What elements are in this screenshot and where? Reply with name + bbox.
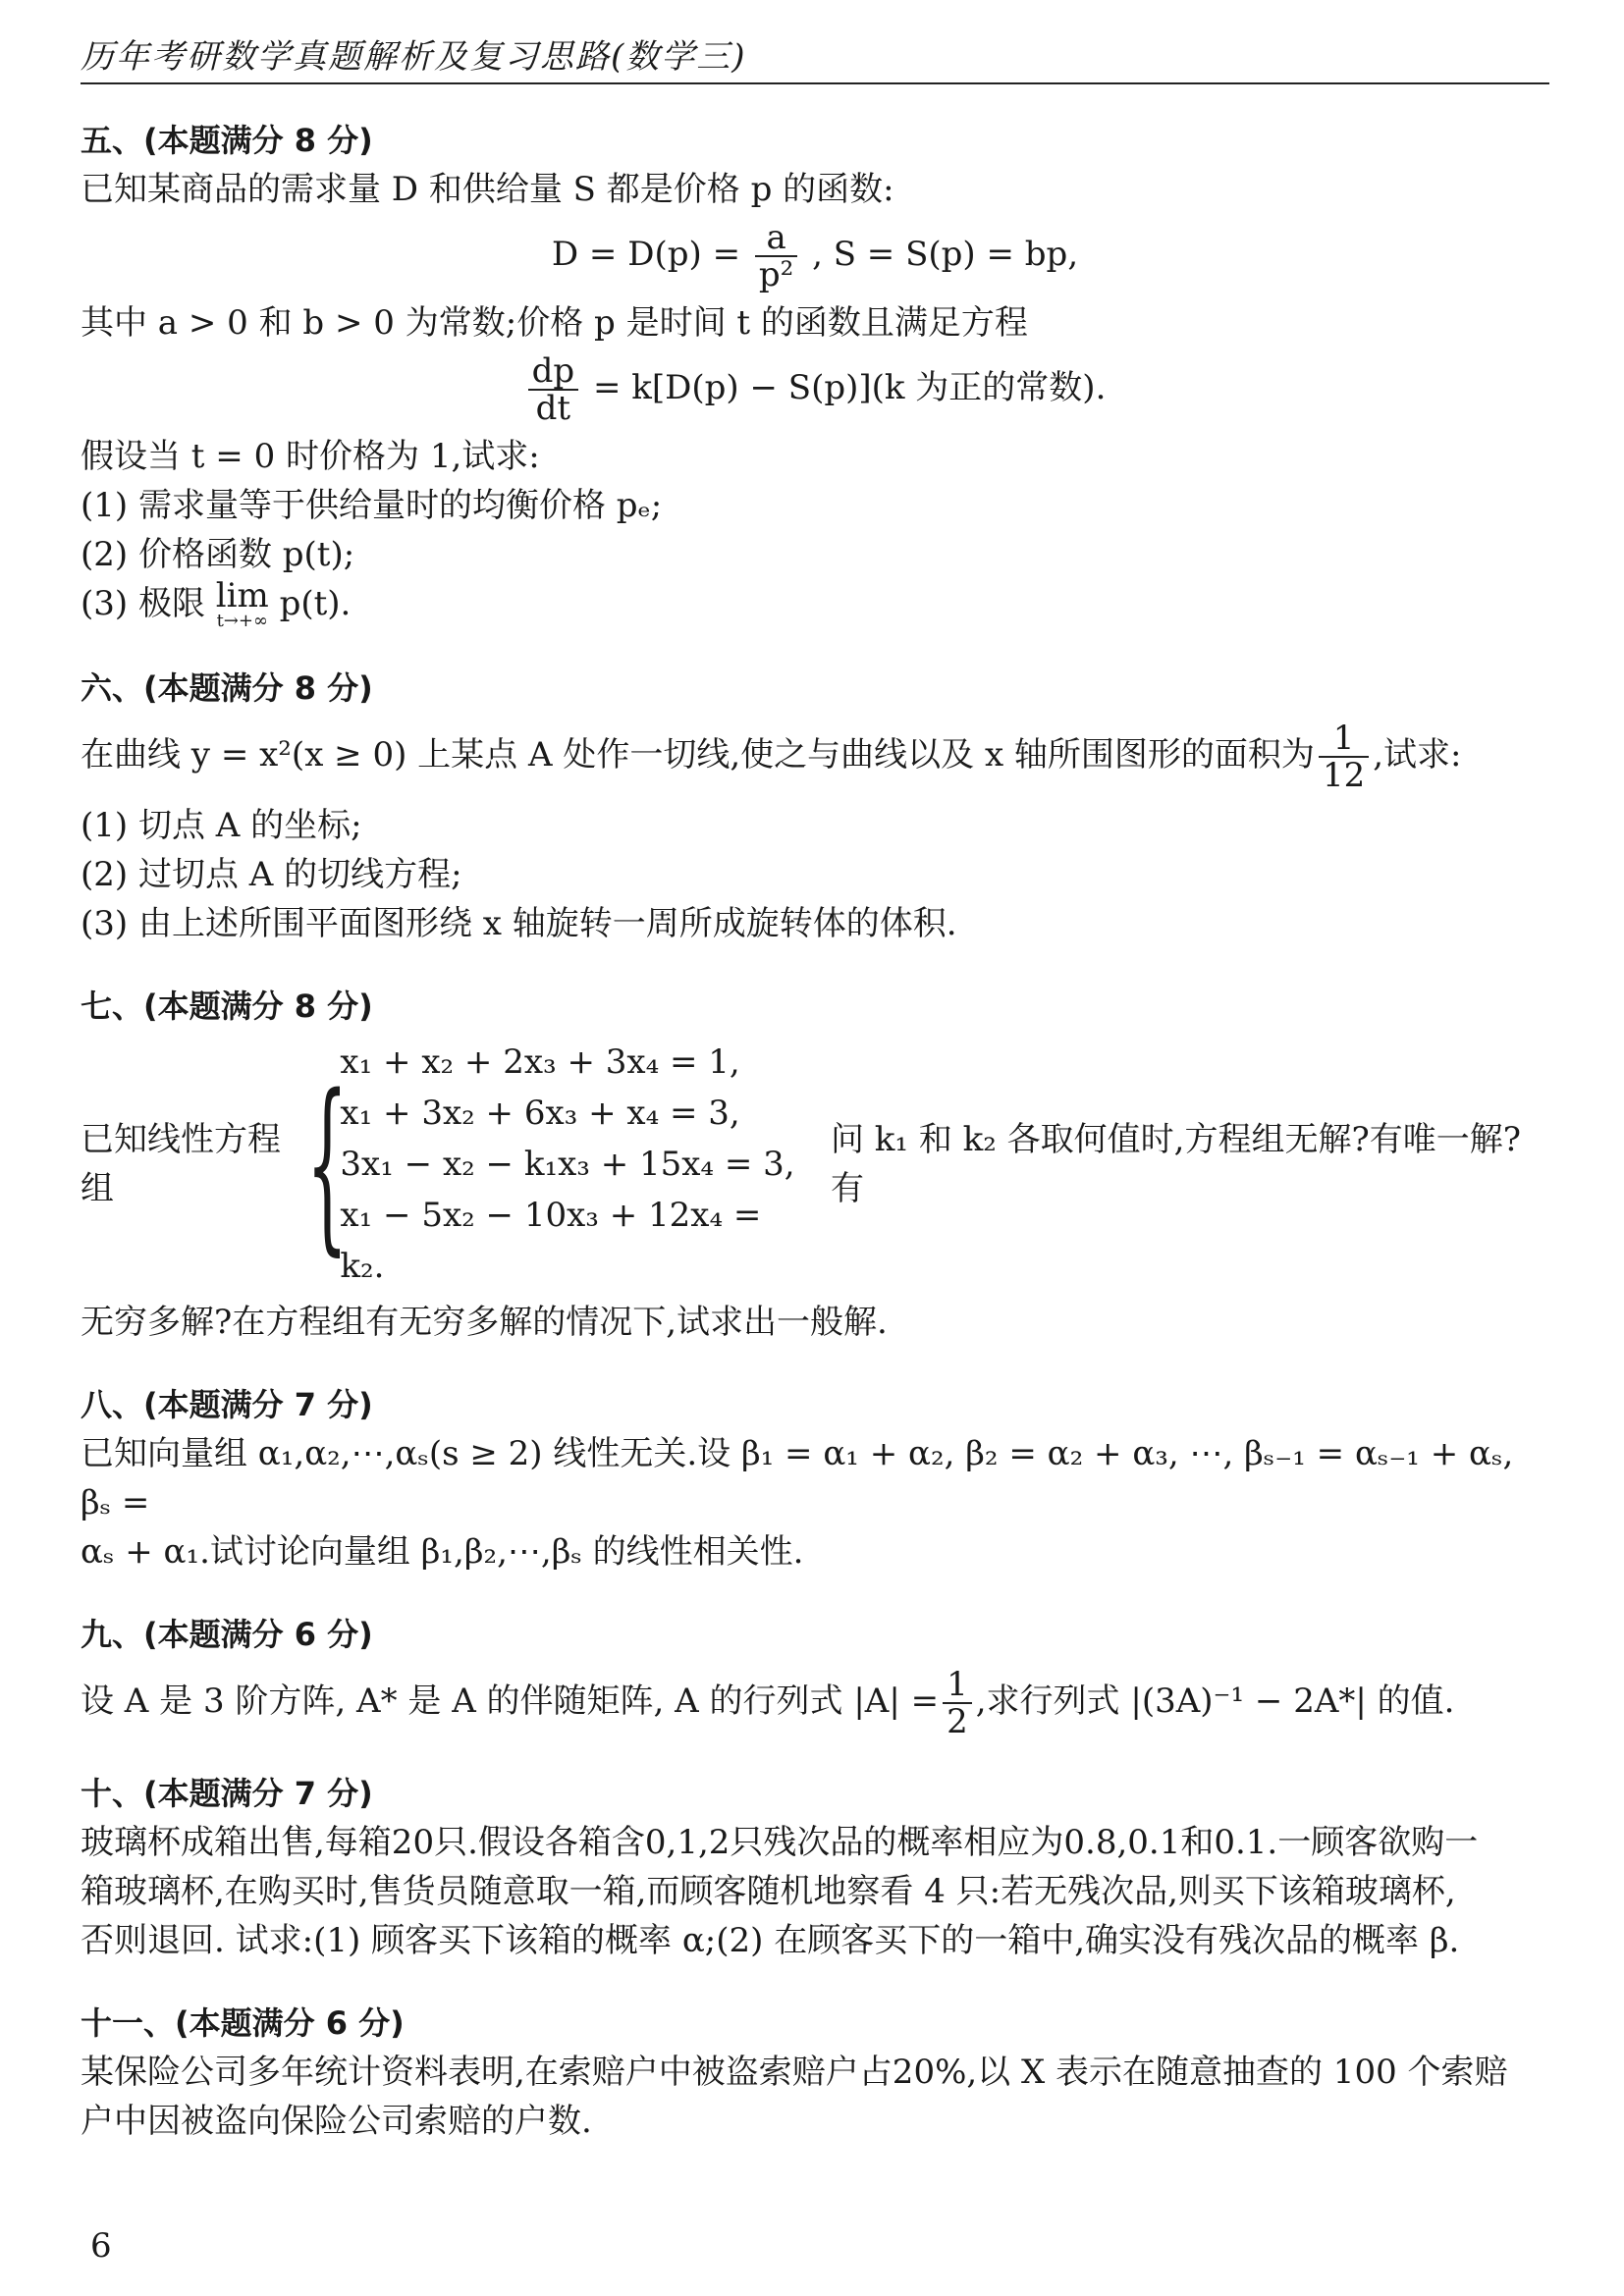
eq2-numerator: dp	[528, 353, 579, 391]
s6-intro-suffix: ,试求:	[1373, 735, 1462, 774]
section-11-title: 十一、(本题满分 6 分)	[81, 2004, 405, 2042]
section-7	[81, 982, 1549, 1347]
system-lead: 已知线性方程组	[81, 1120, 281, 1208]
section-6-question-2: (2) 过切点 A 的切线方程;	[81, 855, 462, 894]
system-equation-1: x₁ + x₂ + 2x₃ + 3x₄ = 1,	[340, 1042, 740, 1082]
eq2-right: = k[D(p) − S(p)](k 为正的常数).	[592, 368, 1107, 407]
section-5	[81, 116, 1549, 630]
section-5-condition: 其中 a > 0 和 b > 0 为常数;价格 p 是时间 t 的函数且满足方程	[81, 303, 1028, 343]
section-6-intro	[81, 721, 1549, 793]
eq1-fraction	[755, 220, 797, 293]
limit-text: lim	[215, 576, 269, 615]
section-5-question-3	[81, 576, 1549, 631]
section-5-equation-2	[81, 353, 1549, 426]
eq2-denominator: dt	[535, 389, 571, 428]
system-after: 问 k₁ 和 k₂ 各取何值时,方程组无解?有唯一解?有	[830, 1120, 1521, 1208]
left-brace-icon: {	[306, 1055, 349, 1272]
section-6-question-3: (3) 由上述所围平面图形绕 x 轴旋转一周所成旋转体的体积.	[81, 904, 957, 943]
q3-prefix: (3) 极限	[81, 584, 205, 623]
section-9-body	[81, 1667, 1549, 1739]
section-9-title: 九、(本题满分 6 分)	[81, 1616, 373, 1653]
section-7-tail: 无穷多解?在方程组有无穷多解的情况下,试求出一般解.	[81, 1303, 888, 1342]
s9-frac-numerator: 1	[943, 1667, 972, 1704]
s9-prefix: 设 A 是 3 阶方阵, A* 是 A 的伴随矩阵, A 的行列式 |A| =	[81, 1682, 940, 1721]
section-8-line-1: 已知向量组 α₁,α₂,⋯,αₛ(s ≥ 2) 线性无关.设 β₁ = α₁ + α₂, β₂ = α₂ + α₃, ⋯, βₛ₋₁ = αₛ₋₁ + αₛ, βₛ =	[81, 1434, 1514, 1522]
s6-frac-numerator: 1	[1319, 721, 1369, 758]
section-10-line-3: 否则退回. 试求:(1) 顾客买下该箱的概率 α;(2) 在顾客买下的一箱中,确实没有残次品的概率 β.	[81, 1921, 1460, 1960]
page-content	[81, 116, 1549, 2146]
equation-system	[81, 1037, 1549, 1292]
section-11	[81, 1999, 1549, 2146]
s6-frac-denominator: 12	[1322, 756, 1366, 795]
system-equation-3: 3x₁ − x₂ − k₁x₃ + 15x₄ = 3,	[340, 1145, 795, 1184]
s6-intro-prefix: 在曲线 y = x²(x ≥ 0) 上某点 A 处作一切线,使之与曲线以及 x 轴所围图形的面积为	[81, 735, 1315, 774]
s9-frac-denominator: 2	[947, 1702, 968, 1741]
q3-suffix: p(t).	[279, 584, 352, 623]
section-6	[81, 664, 1549, 948]
limit-subscript: t→+∞	[216, 611, 268, 631]
system-equation-2: x₁ + 3x₂ + 6x₃ + x₄ = 3,	[340, 1094, 740, 1133]
section-8-title: 八、(本题满分 7 分)	[81, 1386, 373, 1423]
section-5-equation-1	[81, 220, 1549, 293]
section-11-line-1: 某保险公司多年统计资料表明,在索赔户中被盗索赔户占20%,以 X 表示在随意抽查的 100 个索赔	[81, 2053, 1508, 2092]
section-6-title: 六、(本题满分 8 分)	[81, 669, 373, 707]
s6-fraction	[1319, 721, 1369, 793]
section-5-question-2: (2) 价格函数 p(t);	[81, 535, 355, 574]
section-5-intro: 已知某商品的需求量 D 和供给量 S 都是价格 p 的函数:	[81, 170, 894, 209]
section-10	[81, 1769, 1549, 1965]
system-equation-4: x₁ − 5x₂ − 10x₃ + 12x₄ = k₂.	[340, 1196, 762, 1286]
section-5-assumption: 假设当 t = 0 时价格为 1,试求:	[81, 437, 540, 476]
section-10-title: 十、(本题满分 7 分)	[81, 1775, 373, 1812]
section-8	[81, 1380, 1549, 1576]
page-header	[81, 26, 1549, 84]
header-title: 历年考研数学真题解析及复习思路(数学三)	[81, 37, 747, 77]
eq1-left: D = D(p) =	[551, 235, 741, 274]
page-number: 6	[90, 2226, 112, 2266]
limit-operator	[215, 576, 269, 631]
eq1-right: , S = S(p) = bp,	[812, 235, 1079, 274]
s9-fraction	[943, 1667, 972, 1739]
section-5-title: 五、(本题满分 8 分)	[81, 122, 373, 159]
eq1-denominator: p²	[758, 255, 794, 294]
section-10-line-2: 箱玻璃杯,在购买时,售货员随意取一箱,而顾客随机地察看 4 只:若无残次品,则买下该箱玻璃杯,	[81, 1872, 1456, 1911]
section-5-question-1: (1) 需求量等于供给量时的均衡价格 pₑ;	[81, 486, 663, 525]
section-10-line-1: 玻璃杯成箱出售,每箱20只.假设各箱含0,1,2只残次品的概率相应为0.8,0.1和0.1.一顾客欲购一	[81, 1823, 1479, 1862]
eq1-numerator: a	[755, 220, 797, 257]
eq2-fraction	[528, 353, 579, 426]
section-6-question-1: (1) 切点 A 的坐标;	[81, 806, 362, 845]
section-11-line-2: 户中因被盗向保险公司索赔的户数.	[81, 2102, 592, 2141]
section-8-line-2: αₛ + α₁.试讨论向量组 β₁,β₂,⋯,βₛ 的线性相关性.	[81, 1532, 804, 1572]
section-7-title: 七、(本题满分 8 分)	[81, 988, 373, 1025]
section-9	[81, 1610, 1549, 1739]
system-equations	[340, 1037, 813, 1292]
s9-suffix: ,求行列式 |(3A)⁻¹ − 2A*| 的值.	[975, 1682, 1455, 1721]
